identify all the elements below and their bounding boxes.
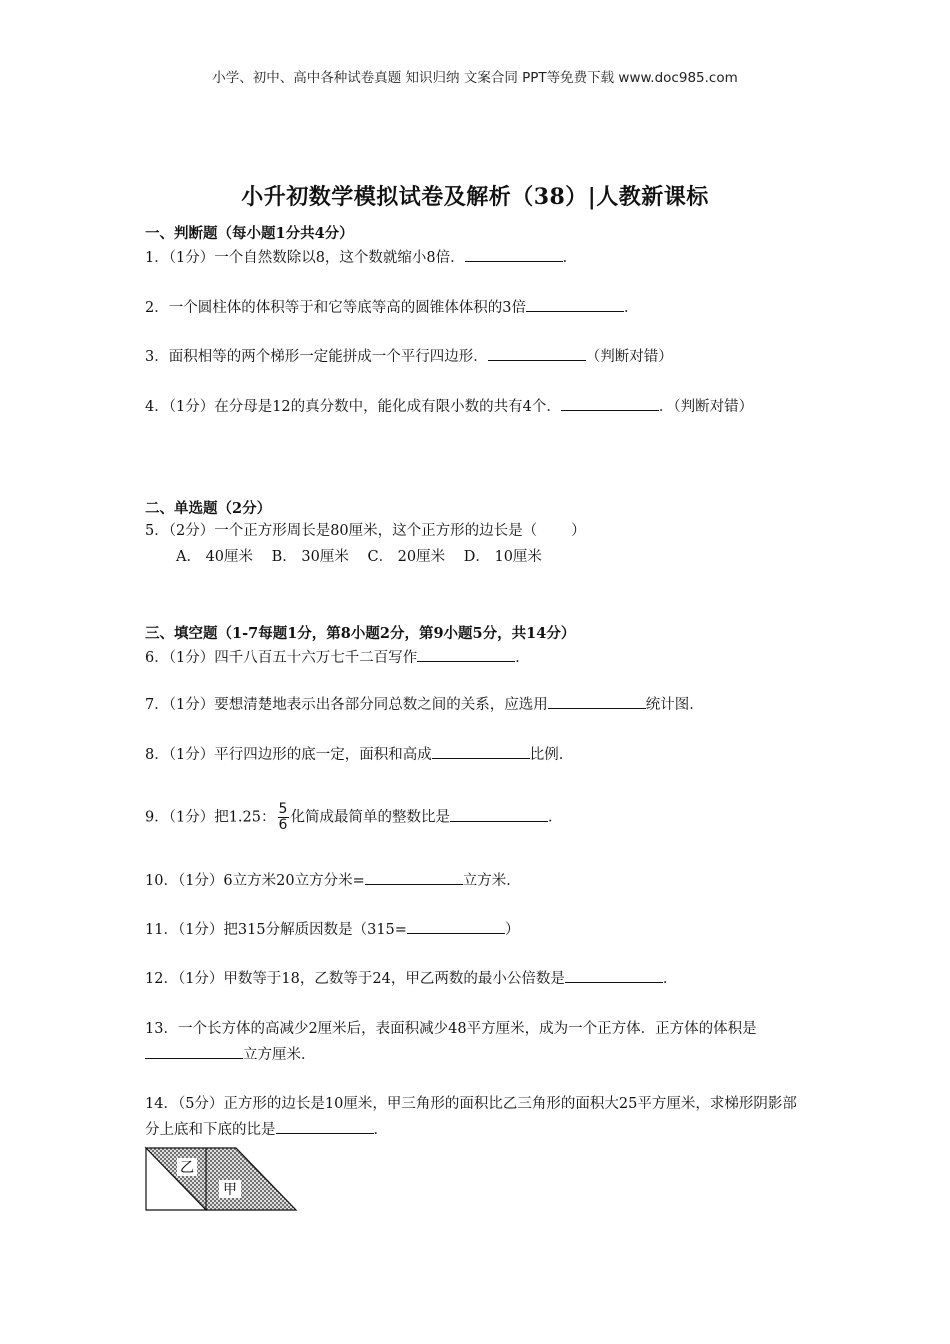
page-header: 小学、初中、高中各种试卷真题 知识归纳 文案合同 PPT等免费下载 www.doc985.com — [212, 70, 738, 86]
answer-blank-1[interactable] — [465, 245, 563, 262]
answer-blank-7[interactable] — [548, 692, 646, 709]
question-1-end: ． — [562, 250, 578, 266]
question-5-end: ） — [571, 523, 586, 539]
question-9-end: ． — [548, 809, 563, 826]
page-title: 小升初数学模拟试卷及解析（38）|人教新课标 — [241, 184, 709, 210]
question-5-text: 5．（2分）一个正方形周长是80厘米，这个正方形的边长是（ — [145, 523, 538, 539]
question-12 — [145, 966, 810, 992]
answer-blank-11[interactable] — [407, 917, 505, 934]
question-9-text: 9．（1分）把1.25： — [145, 809, 276, 826]
question-10 — [145, 868, 810, 894]
question-5 — [145, 518, 810, 544]
question-4 — [145, 394, 810, 420]
question-6-text: 6．（1分）四千八百五十六万七千二百写作 — [145, 650, 418, 666]
question-2-end: ． — [623, 300, 639, 316]
answer-blank-4[interactable] — [561, 394, 659, 411]
question-2-text: 2．一个圆柱体的体积等于和它等底等高的圆锥体体积的3倍 — [145, 300, 526, 316]
question-4-text: 4．（1分）在分母是12的真分数中，能化成有限小数的共有4个． — [145, 399, 561, 415]
question-8 — [145, 742, 810, 768]
question-8-text: 8．（1分）平行四边形的底一定，面积和高成 — [145, 747, 432, 763]
answer-blank-14[interactable] — [276, 1117, 374, 1134]
option-d[interactable]: D． 10厘米 — [463, 549, 542, 565]
label-yi: 乙 — [180, 1160, 194, 1176]
answer-blank-10[interactable] — [365, 868, 463, 885]
question-8-end: 比例． — [529, 747, 574, 763]
question-10-text: 10．（1分）6立方米20立方分米= — [145, 873, 365, 889]
question-6 — [145, 645, 810, 671]
label-jia: 甲 — [223, 1182, 237, 1198]
question-12-text: 12．（1分）甲数等于18，乙数等于24，甲乙两数的最小公倍数是 — [145, 971, 565, 987]
question-1-text: 1．（1分）一个自然数除以8，这个数就缩小8倍． — [145, 250, 465, 266]
answer-blank-6[interactable] — [417, 645, 515, 662]
answer-blank-9[interactable] — [450, 805, 548, 822]
answer-blank-13[interactable] — [145, 1042, 243, 1059]
question-3-text: 3．面积相等的两个梯形一定能拼成一个平行四边形． — [145, 349, 488, 365]
question-14-end: ． — [373, 1122, 388, 1138]
question-7-text: 7．（1分）要想清楚地表示出各部分同总数之间的关系，应选用 — [145, 697, 548, 713]
option-c[interactable]: C． 20厘米 — [367, 549, 446, 565]
fraction-denominator: 6 — [278, 817, 288, 833]
question-7 — [145, 692, 810, 718]
section-single-choice: 二、单选题（2分） — [145, 500, 272, 517]
fraction-numerator: 5 — [278, 801, 288, 817]
question-13-end: 立方厘米． — [243, 1047, 316, 1063]
question-11-end: ） — [504, 922, 520, 938]
question-11-text: 11．（1分）把315分解质因数是（315= — [145, 922, 407, 938]
answer-blank-2[interactable] — [526, 295, 624, 312]
question-9 — [145, 802, 810, 833]
question-2 — [145, 295, 810, 321]
answer-blank-12[interactable] — [565, 966, 663, 983]
question-5-options — [176, 544, 841, 570]
answer-blank-8[interactable] — [432, 742, 530, 759]
option-b[interactable]: B． 30厘米 — [271, 549, 349, 565]
question-12-end: ． — [662, 971, 678, 987]
fraction-five-sixths — [278, 802, 289, 833]
question-13-text: 13．一个长方体的高减少2厘米后，表面积减少48平方厘米，成为一个正方体．正方体的体积是 — [145, 1021, 757, 1037]
question-7-end: 统计图． — [645, 697, 704, 713]
question-9-text-2: 化简成最简单的整数比是 — [290, 809, 450, 826]
option-a[interactable]: A． 40厘米 — [176, 549, 254, 565]
question-3-end: （判断对错） — [585, 349, 673, 365]
question-14 — [145, 1091, 810, 1143]
question-11 — [145, 917, 810, 943]
question-4-end: ．（判断对错） — [658, 399, 754, 415]
question-10-end: 立方米． — [462, 873, 521, 889]
section-judgment: 一、判断题（每小题1分共4分） — [145, 225, 354, 242]
question-6-end: ． — [515, 650, 530, 666]
section-fill-blank: 三、填空题（1-7每题1分，第8小题2分，第9小题5分，共14分） — [145, 625, 576, 642]
geometry-figure — [143, 1145, 299, 1213]
answer-blank-3[interactable] — [488, 344, 586, 361]
question-3 — [145, 344, 810, 370]
question-14-text: 14．（5分）正方形的边长是10厘米，甲三角形的面积比乙三角形的面积大25平方厘米，求梯形阴影部分上底和下底的比是 — [145, 1096, 797, 1138]
question-1 — [145, 245, 810, 271]
question-13 — [145, 1016, 810, 1068]
